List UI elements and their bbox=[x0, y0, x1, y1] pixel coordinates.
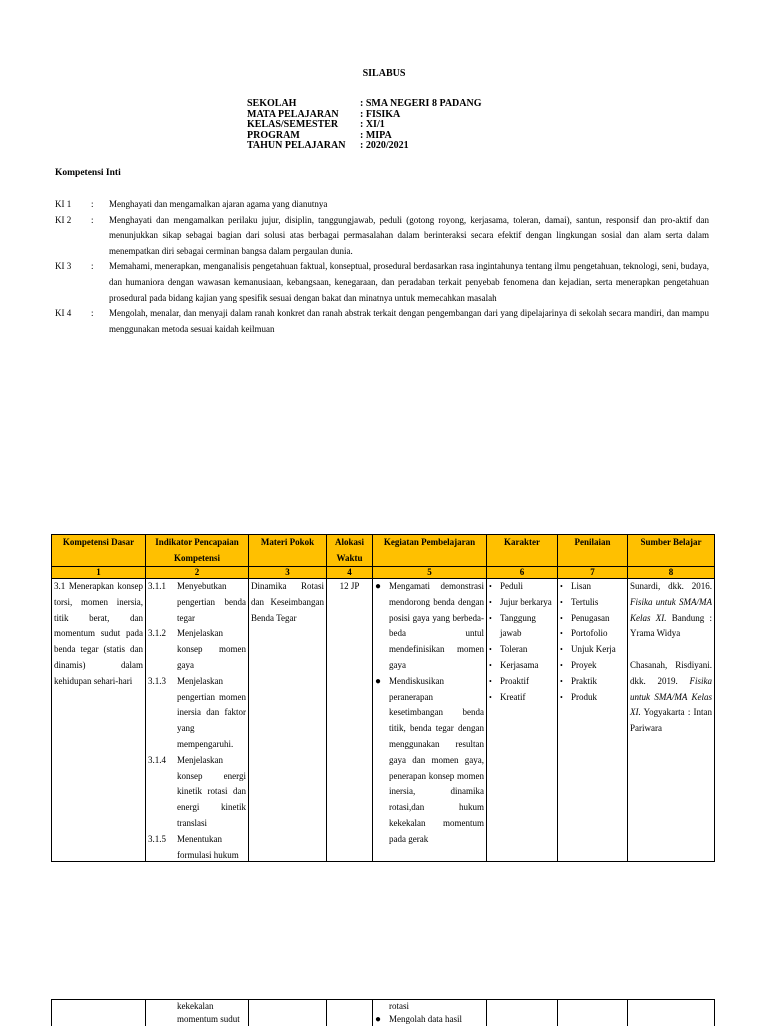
bullet-icon: ● bbox=[375, 579, 389, 674]
indikator-cell bbox=[146, 1000, 249, 1026]
kegiatan-text: rotasi bbox=[375, 1000, 484, 1013]
header-sumber: Sumber Belajar bbox=[628, 535, 715, 567]
karakter-text: Kreatif bbox=[500, 690, 555, 706]
header-karakter: Karakter bbox=[487, 535, 558, 567]
ki-text: Mengolah, menalar, dan menyaji dalam ranah konkret dan ranah abstrak terkait dengan pengembangan dari yang dipelajarinya di sekolah secara mandiri, dan mampu menggunakan metoda sesuai kaidah keilmuan bbox=[109, 306, 709, 337]
info-row-school bbox=[247, 99, 481, 110]
ki-heading: Kompetensi Inti bbox=[55, 168, 121, 178]
penilaian-text: Tertulis bbox=[571, 595, 625, 611]
bullet-icon: • bbox=[560, 579, 571, 595]
indikator-text: Menjelaskan konsep energi kinetik rotasi dan energi kinetik translasi bbox=[177, 753, 246, 832]
sumber-publisher: Bandung : Yrama Widya bbox=[630, 613, 712, 639]
column-number: 4 bbox=[327, 567, 373, 579]
indikator-text: Menentukan formulasi hukum bbox=[177, 832, 246, 860]
karakter-text: Toleran bbox=[500, 642, 555, 658]
karakter-item bbox=[489, 595, 555, 611]
ki-separator: : bbox=[91, 197, 109, 213]
bullet-icon: • bbox=[489, 674, 500, 690]
info-label: PROGRAM bbox=[247, 131, 360, 142]
karakter-text: Proaktif bbox=[500, 674, 555, 690]
penilaian-text: Unjuk Kerja bbox=[571, 642, 625, 658]
karakter-item bbox=[489, 611, 555, 643]
karakter-cell bbox=[487, 1000, 558, 1026]
info-label: SEKOLAH bbox=[247, 99, 360, 110]
column-number: 5 bbox=[373, 567, 487, 579]
kegiatan-cell bbox=[373, 579, 487, 862]
school-info bbox=[247, 99, 481, 152]
kegiatan-item bbox=[375, 674, 484, 848]
ki-text: Menghayati dan mengamalkan ajaran agama yang dianutnya bbox=[109, 197, 709, 213]
kegiatan-item bbox=[375, 579, 484, 674]
column-number: 8 bbox=[628, 567, 715, 579]
penilaian-text: Portofolio bbox=[571, 626, 625, 642]
column-number: 1 bbox=[52, 567, 146, 579]
penilaian-item bbox=[560, 626, 625, 642]
header-kompetensi-dasar: Kompetensi Dasar bbox=[52, 535, 146, 567]
indikator-text: Menjelaskan konsep momen gaya bbox=[177, 626, 246, 673]
ki-item bbox=[55, 306, 709, 337]
column-number: 2 bbox=[146, 567, 249, 579]
sumber-author: Chasanah, Risdiyani. dkk. 2019. bbox=[630, 660, 712, 686]
alokasi-cell bbox=[327, 1000, 373, 1026]
karakter-text: Tanggung jawab bbox=[500, 611, 555, 643]
sumber-book-title: Fisika untuk SMA/MA Kelas XI. bbox=[630, 676, 712, 718]
indikator-cell bbox=[146, 579, 249, 862]
karakter-text: Jujur berkarya bbox=[500, 595, 555, 611]
ki-code: KI 2 bbox=[55, 213, 91, 260]
bullet-icon: • bbox=[560, 642, 571, 658]
indikator-item bbox=[148, 832, 246, 860]
indikator-text: kekekalan bbox=[177, 1000, 246, 1013]
kegiatan-text: Mendiskusikan peranerapan kesetimbangan benda titik, benda tegar dengan menggunakan resultan gaya dan momen gaya, penerapan konsep momen inersia, dinamika rotasi,dan hukum kekekalan momentum pada gerak bbox=[389, 674, 484, 848]
indikator-item bbox=[148, 674, 246, 753]
info-value: : SMA NEGERI 8 PADANG bbox=[360, 99, 481, 110]
bullet-icon: • bbox=[489, 658, 500, 674]
penilaian-text: Penugasan bbox=[571, 611, 625, 627]
sumber-item bbox=[630, 579, 712, 642]
page-title: SILABUS bbox=[0, 68, 768, 79]
indikator-text: Menyebutkan pengertian benda tegar bbox=[177, 579, 246, 626]
kegiatan-text: Mengolah data hasil bbox=[389, 1013, 484, 1026]
sumber-item bbox=[630, 658, 712, 737]
indikator-item bbox=[148, 626, 246, 673]
bullet-icon: • bbox=[489, 690, 500, 706]
penilaian-item bbox=[560, 674, 625, 690]
indikator-item bbox=[148, 753, 246, 832]
materi-cell: Dinamika Rotasi dan Keseimbangan Benda Tegar bbox=[249, 579, 327, 862]
info-value: : MIPA bbox=[360, 131, 392, 142]
ki-code: KI 3 bbox=[55, 259, 91, 306]
karakter-item bbox=[489, 642, 555, 658]
header-kegiatan: Kegiatan Pembelajaran bbox=[373, 535, 487, 567]
bullet-icon: ● bbox=[375, 1013, 389, 1026]
sumber-cell bbox=[628, 1000, 715, 1026]
syllabus-table bbox=[51, 534, 715, 862]
info-value: : 2020/2021 bbox=[360, 141, 409, 152]
kegiatan-text: Mengamati demonstrasi mendorong benda dengan posisi gaya yang berbeda-beda untul mendefinisikan momen gaya bbox=[389, 579, 484, 674]
ki-separator: : bbox=[91, 306, 109, 337]
alokasi-cell: 12 JP bbox=[327, 579, 373, 862]
karakter-item bbox=[489, 579, 555, 595]
penilaian-text: Proyek bbox=[571, 658, 625, 674]
karakter-text: Peduli bbox=[500, 579, 555, 595]
header-indikator: Indikator Pencapaian Kompetensi bbox=[146, 535, 249, 567]
penilaian-item bbox=[560, 642, 625, 658]
indikator-number: 3.1.4 bbox=[148, 753, 177, 832]
sumber-author: Sunardi, dkk. 2016. bbox=[630, 581, 712, 591]
kd-cell: 3.1 Menerapkan konsep torsi, momen inersia, titik berat, dan momentum sudut pada benda tegar (statis dan dinamis) dalam kehidupan sehari-hari bbox=[52, 579, 146, 862]
penilaian-item bbox=[560, 658, 625, 674]
info-label: MATA PELAJARAN bbox=[247, 110, 360, 121]
penilaian-text: Produk bbox=[571, 690, 625, 706]
ki-item bbox=[55, 259, 709, 306]
penilaian-cell bbox=[558, 579, 628, 862]
ki-item bbox=[55, 213, 709, 260]
table-header-row bbox=[52, 535, 715, 567]
materi-cell bbox=[249, 1000, 327, 1026]
bullet-icon: • bbox=[489, 579, 500, 595]
penilaian-item bbox=[560, 595, 625, 611]
syllabus-table-continuation bbox=[51, 999, 715, 1026]
info-value: : FISIKA bbox=[360, 110, 400, 121]
penilaian-item bbox=[560, 579, 625, 595]
table-number-row bbox=[52, 567, 715, 579]
info-value: : XI/1 bbox=[360, 120, 385, 131]
bullet-icon: • bbox=[560, 658, 571, 674]
indikator-text: Menjelaskan pengertian momen inersia dan faktor yang mempengaruhi. bbox=[177, 674, 246, 753]
info-row-year bbox=[247, 141, 481, 152]
info-label: KELAS/SEMESTER bbox=[247, 120, 360, 131]
info-label: TAHUN PELAJARAN bbox=[247, 141, 360, 152]
sumber-cell bbox=[628, 579, 715, 862]
bullet-icon: • bbox=[489, 611, 500, 643]
indikator-number: 3.1.5 bbox=[148, 832, 177, 860]
bullet-icon: • bbox=[560, 674, 571, 690]
ki-text: Memahami, menerapkan, menganalisis pengetahuan faktual, konseptual, prosedural berdasarkan rasa ingintahunya tentang ilmu pengetahuan, teknologi, seni, budaya, dan humaniora dengan wawasan kemanusiaan, kebangsaan, kenegaraan, dan peradaban terkait penyebab fenomena dan kejadian, serta menerapkan pengetahuan prosedural pada bidang kajian yang spesifik sesuai dengan bakat dan minatnya untuk memecahkan masalah bbox=[109, 259, 709, 306]
penilaian-text: Praktik bbox=[571, 674, 625, 690]
column-number: 3 bbox=[249, 567, 327, 579]
penilaian-item bbox=[560, 611, 625, 627]
bullet-icon: • bbox=[560, 690, 571, 706]
bullet-icon: • bbox=[489, 642, 500, 658]
bullet-icon: • bbox=[560, 595, 571, 611]
penilaian-cell bbox=[558, 1000, 628, 1026]
indikator-number: 3.1.3 bbox=[148, 674, 177, 753]
bullet-icon: • bbox=[489, 595, 500, 611]
karakter-item bbox=[489, 690, 555, 706]
sumber-book-title: Fisika untuk SMA/MA Kelas XI. bbox=[630, 597, 712, 623]
karakter-item bbox=[489, 658, 555, 674]
table-row bbox=[52, 1000, 715, 1026]
karakter-cell bbox=[487, 579, 558, 862]
kd-cell bbox=[52, 1000, 146, 1026]
ki-code: KI 4 bbox=[55, 306, 91, 337]
indikator-item bbox=[148, 579, 246, 626]
ki-code: KI 1 bbox=[55, 197, 91, 213]
bullet-icon: ● bbox=[375, 674, 389, 848]
table-row bbox=[52, 579, 715, 862]
penilaian-text: Lisan bbox=[571, 579, 625, 595]
header-alokasi: Alokasi Waktu bbox=[327, 535, 373, 567]
kegiatan-cell bbox=[373, 1000, 487, 1026]
karakter-item bbox=[489, 674, 555, 690]
indikator-number: 3.1.1 bbox=[148, 579, 177, 626]
penilaian-item bbox=[560, 690, 625, 706]
karakter-text: Kerjasama bbox=[500, 658, 555, 674]
ki-separator: : bbox=[91, 213, 109, 260]
ki-separator: : bbox=[91, 259, 109, 306]
kegiatan-item bbox=[375, 1013, 484, 1026]
bullet-icon: • bbox=[560, 626, 571, 642]
column-number: 7 bbox=[558, 567, 628, 579]
indikator-number: 3.1.2 bbox=[148, 626, 177, 673]
header-penilaian: Penilaian bbox=[558, 535, 628, 567]
column-number: 6 bbox=[487, 567, 558, 579]
info-row-class bbox=[247, 120, 481, 131]
indikator-text: momentum sudut bbox=[177, 1013, 246, 1026]
ki-text: Menghayati dan mengamalkan perilaku jujur, disiplin, tanggungjawab, peduli (gotong royong, kerjasama, toleran, damai), santun, responsif dan pro-aktif dan menunjukkan sikap sebagai bagian dari solusi atas berbagai permasalahan dalam berinteraksi secara efektif dengan lingkungan sosial dan alam serta dalam menempatkan diri sebagai cerminan bangsa dalam pergaulan dunia. bbox=[109, 213, 709, 260]
bullet-icon: • bbox=[560, 611, 571, 627]
ki-list bbox=[55, 197, 709, 337]
ki-item bbox=[55, 197, 709, 213]
sumber-publisher: Yogyakarta : Intan Pariwara bbox=[630, 707, 712, 733]
header-materi: Materi Pokok bbox=[249, 535, 327, 567]
